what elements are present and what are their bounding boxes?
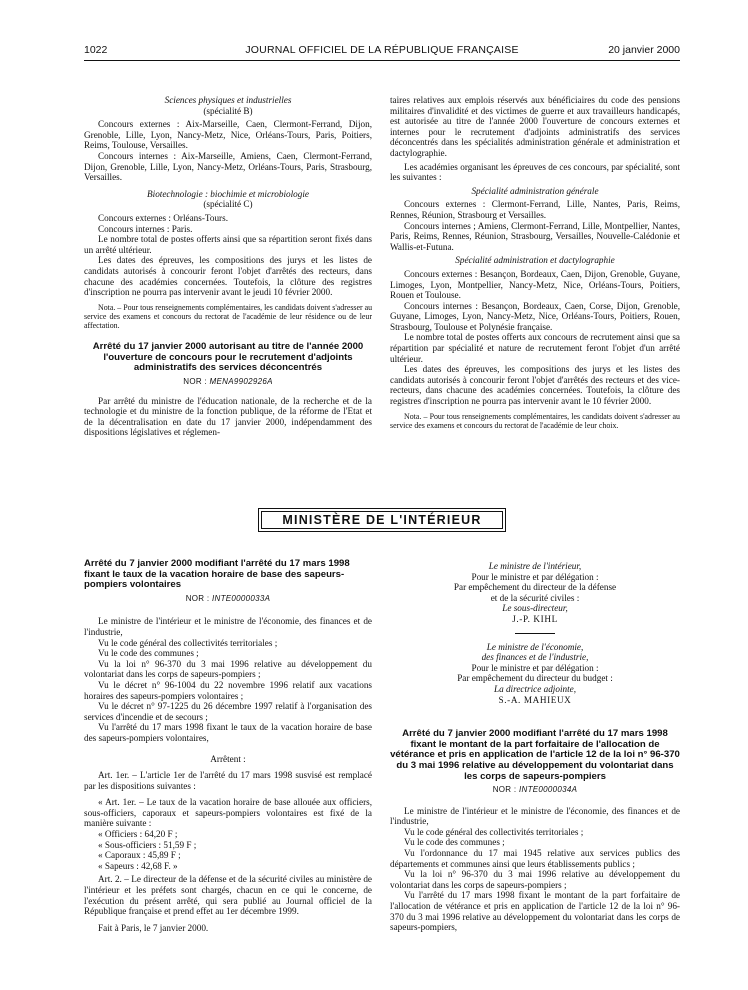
visa: Vu l'ordonnance du 17 mai 1945 relative aux services publics des départements et communes ainsi que leurs établissements publics ; [390,848,680,869]
signature-block-economie [390,642,680,706]
section-title: Biotechnologie : biochimie et microbiologie [147,188,309,199]
nor-reference [84,594,372,605]
paragraph: Les académies organisant les épreuves de ces concours, par spécialité, sont les suivantes : [390,161,680,183]
visa: Vu la loi n° 96-370 du 3 mai 1996 relative au développement du volontariat dans les corps de sapeurs-pompiers ; [84,658,372,680]
separator [515,633,555,634]
paragraph: Le ministre de l'intérieur et le ministre de l'économie, des finances et de l'industrie, [84,616,372,637]
article-1-quote: « Art. 1er. – Le taux de la vacation horaire de base allouée aux officiers, sous-officiers, caporaux et sapeurs-pompiers volontaires est fixé de la manière suivante : [84,797,372,829]
signatory-name: J.-P. KIHL [512,613,558,624]
visa: Vu l'arrêté du 17 mars 1998 fixant le taux de la vacation horaire de base des sapeurs-pompiers volontaires, [84,722,372,743]
page-number: 1022 [84,44,108,56]
nor-reference [84,377,372,388]
left-top-column [84,95,372,438]
arrete-title: Arrêté du 7 janvier 2000 modifiant l'arrêté du 17 mars 1998 fixant le montant de la part forfaitaire de l'allocation de vétérance et pris en application de l'article 12 de la loi n° 96-370 du 3 mai 1996 relative au développement du volontariat dans les corps de sapeurs-pompiers [390,728,680,782]
signature-role: Le ministre de l'économie, [486,641,584,652]
signature-line: Pour le ministre et par délégation : [471,662,599,673]
paragraph: Par arrêté du ministre de l'éducation nationale, de la recherche et de la technologie et du ministre de la fonction publique, de la réforme de l'Etat et de la décentralisation en date du 17 janvier 2000, indépendamment des dispositions législatives et réglemen- [84,395,372,438]
nor-code: INTE0000034A [518,785,578,795]
arrete-title: Arrêté du 17 janvier 2000 autorisant au titre de l'année 2000 l'ouverture de concours pour le recrutement d'adjoints administratifs des services déconcentrés [92,341,364,374]
right-bottom-column [390,561,680,933]
specialty-title: Spécialité administration générale [471,185,599,196]
nor-reference [390,785,680,796]
signatory-name: S.-A. MAHIEUX [498,694,572,705]
nor-code: MENA9902926A [209,377,273,387]
visa: Vu le code général des collectivités territoriales ; [98,637,278,648]
signature-line: Pour le ministre et par délégation : [471,571,599,582]
page-header [84,44,680,58]
article-2: Art. 2. – Le directeur de la défense et de la sécurité civiles au ministère de l'intérieur et les préfets sont chargés, chacun en ce qui le concerne, de l'exécution du présent arrêté, qui sera publié au Journal officiel de la République française et prend effet au 1er décembre 1999. [84,874,372,917]
signature-role: des finances et de l'industrie, [481,652,589,663]
signature-line: Le sous-directeur, [502,603,568,614]
journal-title: JOURNAL OFFICIEL DE LA RÉPUBLIQUE FRANÇAISE [245,44,519,56]
paragraph: taires relatives aux emplois réservés aux bénéficiaires du code des pensions militaires d'invalidité et des victimes de guerre et aux travailleurs handicapés, est autorisée au titre de l'année 2000 l'ouverture de concours externes et internes pour le recrutement d'adjoints administratifs des services déconcentrés dans les spécialités administration générale et administration et dactylographie. [390,95,680,158]
nota: Nota. – Pour tous renseignements complémentaires, les candidats doivent s'adresser au service des examens et concours du rectorat de l'académie de leur résidence ou de leur affectation. [84,302,373,331]
visa: Vu le code des communes ; [404,837,505,848]
nor-label: NOR : [492,785,517,795]
fait-a-paris: Fait à Paris, le 7 janvier 2000. [98,922,209,933]
paragraph: Concours externes : Aix-Marseille, Caen, Clermont-Ferrand, Dijon, Grenoble, Lille, Lyon, Nancy-Metz, Nice, Orléans-Tours, Paris, Poitiers, Reims, Toulouse, Versailles. [84,119,372,151]
section-subtitle: (spécialité B) [203,105,253,116]
signature-line: et de la sécurité civiles : [490,592,580,603]
paragraph: Concours internes : Paris. [98,223,193,234]
paragraph: Le ministre de l'intérieur et le ministre de l'économie, des finances et de l'industrie, [390,805,680,827]
rate-caporaux: « Caporaux : 45,89 F ; [98,850,181,861]
visa: Vu l'arrêté du 17 mars 1998 fixant le montant de la part forfaitaire de l'allocation de vétérance et pris en application de l'article 12 de la loi n° 96-370 du 3 mai 1996 relative au développement du volontariat dans les corps de sapeurs-pompiers, [390,890,680,933]
paragraph: Le nombre total de postes offerts ainsi que sa répartition seront fixés dans un arrêté ultérieur. [84,234,372,255]
visa: Vu le décret n° 96-1004 du 22 novembre 1996 relatif aux vacations horaires des sapeurs-pompiers volontaires ; [84,679,372,701]
signature-block-interieur [390,561,680,625]
ministry-banner [258,508,506,532]
paragraph: Concours externes : Clermont-Ferrand, Lille, Nantes, Paris, Reims, Rennes, Réunion, Strasbourg et Versailles. [390,199,680,220]
right-top-column [390,95,680,430]
paragraph: Concours externes : Orléans-Tours. [98,212,228,223]
header-rule [84,60,680,61]
visa: Vu le code général des collectivités territoriales ; [404,826,584,837]
visa: Vu le décret n° 97-1225 du 26 décembre 1997 relatif à l'organisation des services d'incendie et de secours ; [84,701,372,722]
nor-label: NOR : [185,593,210,603]
rate-officers: « Officiers : 64,20 F ; [98,829,178,840]
paragraph: Concours internes : Aix-Marseille, Amiens, Caen, Clermont-Ferrand, Dijon, Grenoble, Lille, Lyon, Nancy-Metz, Orléans-Tours, Paris, Strasbourg, Versailles. [84,150,372,183]
signature-line: Par empêchement du directeur du budget : [457,673,613,684]
signature-line: Par empêchement du directeur de la défense [453,582,617,593]
signature-role: Le ministre de l'intérieur, [488,561,582,571]
nor-code: INTE0000033A [211,593,271,603]
paragraph: Les dates des épreuves, les compositions des jurys et les listes des candidats autorisés à concourir feront l'objet d'arrêtés des recteurs et des vice-recteurs, dans chacune des académies concernées. Toutefois, la clôture des registres d'inscription ne pourra pas intervenir avant le 10 février 2000. [390,364,680,407]
issue-date: 20 janvier 2000 [608,44,680,56]
signature-line: La directrice adjointe, [493,683,577,694]
left-bottom-column [84,553,372,933]
visa: Vu le code des communes ; [98,648,199,659]
paragraph: Concours internes : Besançon, Bordeaux, Caen, Corse, Dijon, Grenoble, Guyane, Limoges, Lyon, Nancy-Metz, Nice, Orléans-Tours, Poitiers, Rouen, Strasbourg, Toulouse et Polynésie française. [390,300,680,332]
paragraph: Les dates des épreuves, les compositions des jurys et les listes de candidats autorisés à concourir feront l'objet d'arrêtés des recteurs, dans chacune des académies concernées. Toutefois, la clôture des registres d'inscription ne pourra pas intervenir avant le jeudi 10 février 2000. [84,255,372,298]
paragraph: Concours externes : Besançon, Bordeaux, Caen, Dijon, Grenoble, Guyane, Limoges, Lyon, Montpellier, Nancy-Metz, Nice, Orléans-Tours, Poitiers, Rouen et Toulouse. [390,268,680,301]
section-subtitle: (spécialité C) [203,199,253,210]
visa: Vu la loi n° 96-370 du 3 mai 1996 relative au développement du volontariat dans les corps de sapeurs-pompiers ; [390,869,680,890]
paragraph: Concours internes ; Amiens, Clermont-Ferrand, Lille, Montpellier, Nantes, Paris, Reims, Rennes, Réunion, Strasbourg, Versailles, Nouvelle-Calédonie et Wallis-et-Futuna. [390,220,680,252]
rate-sapeurs: « Sapeurs : 42,68 F. » [98,860,178,871]
nor-label: NOR : [183,377,207,387]
rate-sous-officers: « Sous-officiers : 51,59 F ; [98,839,197,850]
arrete-title: Arrêté du 7 janvier 2000 modifiant l'arrêté du 17 mars 1998 fixant le taux de la vacation horaire de base des sapeurs-pompiers volontaires [84,558,350,591]
section-title: Sciences physiques et industrielles [164,95,292,105]
ministry-banner-text: MINISTÈRE DE L'INTÉRIEUR [261,511,503,529]
article-1: Art. 1er. – L'article 1er de l'arrêté du 17 mars 1998 susvisé est remplacé par les dispositions suivantes : [84,770,372,791]
arretent: Arrêtent : [210,753,246,764]
specialty-title: Spécialité administration et dactylographie [455,255,615,266]
paragraph: Le nombre total de postes offerts aux concours de recrutement ainsi que sa répartition par spécialité et nature de recrutement feront l'objet d'un arrêté ultérieur. [390,332,680,364]
nota: Nota. – Pour tous renseignements complémentaires, les candidats doivent s'adresser au service des examens et concours du rectorat de l'académie de leur choix. [390,411,680,430]
